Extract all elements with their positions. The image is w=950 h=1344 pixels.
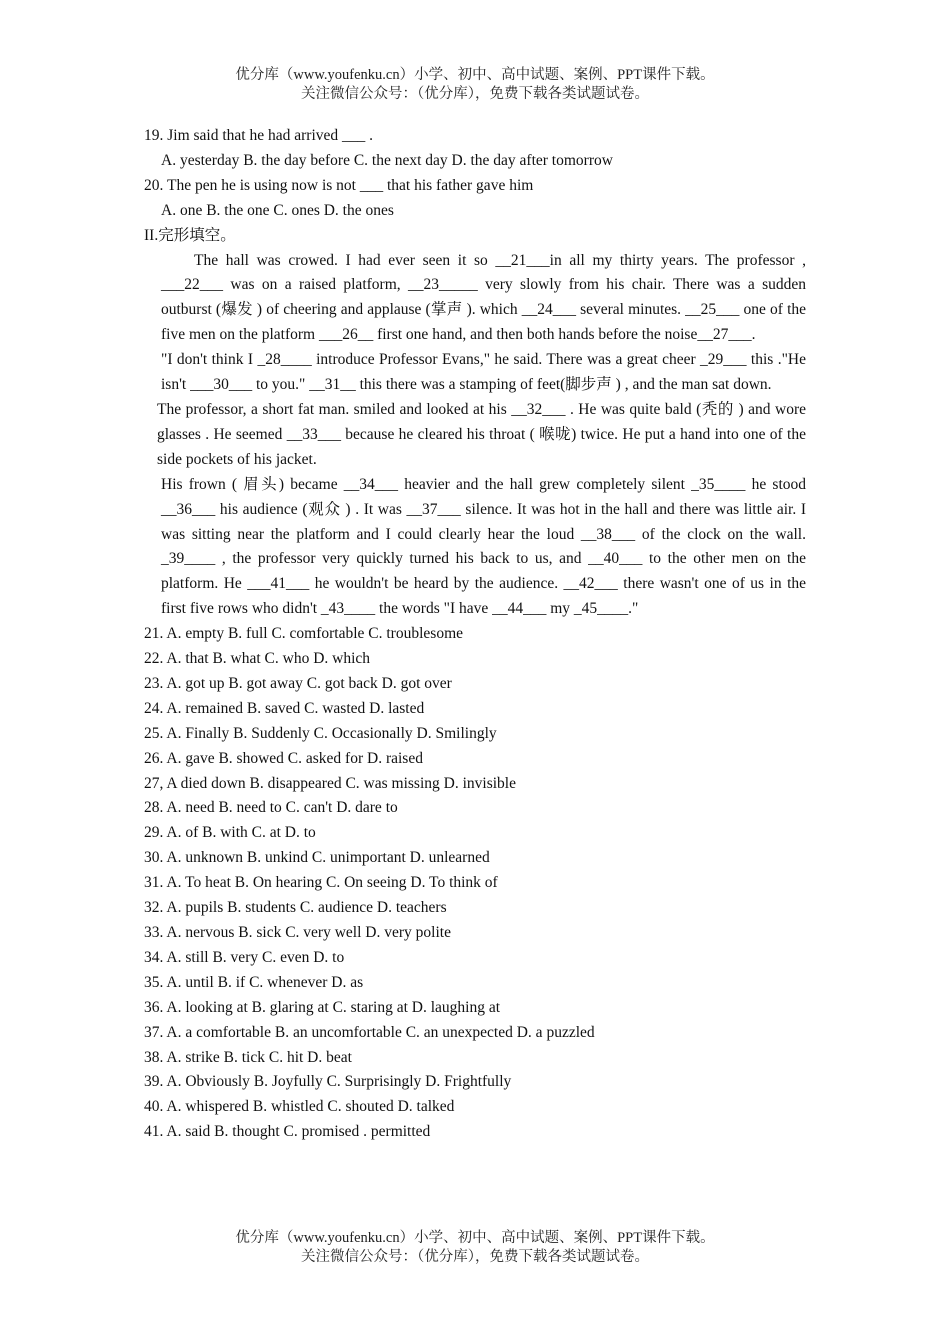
- question-20-stem: 20. The pen he is using now is not ___ that his father gave him: [144, 176, 534, 194]
- answer-option-41: 41. A. said B. thought C. promised . permitted: [144, 1123, 431, 1141]
- header-line-1: 优分库（www.youfenku.cn）小学、初中、高中试题、案例、PPT课件下载。: [235, 67, 715, 83]
- answer-option-31: 31. A. To heat B. On hearing C. On seeing D. To think of: [144, 874, 498, 892]
- footer-line-1: 优分库（www.youfenku.cn）小学、初中、高中试题、案例、PPT课件下载。: [235, 1230, 715, 1246]
- page-footer: [0, 1229, 950, 1267]
- answer-option-36: 36. A. looking at B. glaring at C. staring at D. laughing at: [144, 998, 501, 1016]
- cloze-paragraph-2: "I don't think I _28____ introduce Professor Evans," he said. There was a great cheer _29___ this ."He isn't ___30___ to you." __31__ this there was a stamping of feet(脚步声 ) , and the man sat down.: [161, 351, 806, 394]
- answer-option-35: 35. A. until B. if C. whenever D. as: [144, 973, 364, 991]
- answer-option-25: 25. A. Finally B. Suddenly C. Occasionally D. Smilingly: [144, 724, 497, 742]
- document-body: [144, 124, 806, 1145]
- answer-option-23: 23. A. got up B. got away C. got back D. got over: [144, 674, 452, 692]
- answer-option-39: 39. A. Obviously B. Joyfully C. Surprisingly D. Frightfully: [144, 1073, 512, 1091]
- cloze-paragraph-1: The hall was crowed. I had ever seen it so __21___in all my thirty years. The professor , ___22___ was on a raised platform, __23_____ very slowly from his chair. There was a sudden outburst (爆发 ) of cheering and applause (掌声 ). which __24___ several minutes. __25___ one of the five men on the platform ___26__ first one hand, and then both hands before the noise__27___.: [161, 251, 806, 344]
- cloze-paragraph-3: The professor, a short fat man. smiled and looked at his __32___ . He was quite bald (秃的 ) and wore glasses . He seemed __33___ because he cleared his throat ( 喉咙) twice. He put a hand into one of the side pockets of his jacket.: [157, 400, 806, 468]
- answer-option-27: 27, A died down B. disappeared C. was missing D. invisible: [144, 774, 516, 792]
- cloze-paragraph-4: His frown ( 眉头) became __34___ heavier and the hall grew completely silent _35____ he stood __36___ his audience (观众 ) . It was __37___ silence. It was hot in the hall and there was little air. I was sitting near the platform and I could clearly hear the loud __38___ of the clock on the wall. _39____ , the professor very quickly turned his back to us, and __40___ to the other men on the platform. He ___41___ he wouldn't be heard by the audience. __42___ there wasn't one of us in the first five rows who didn't _43____ the words "I have __44___ my _45____.": [161, 475, 806, 618]
- answer-options-list: [144, 622, 806, 1145]
- question-20-options: A. one B. the one C. ones D. the ones: [161, 201, 394, 219]
- answer-option-29: 29. A. of B. with C. at D. to: [144, 824, 316, 842]
- answer-option-32: 32. A. pupils B. students C. audience D. teachers: [144, 899, 447, 917]
- answer-option-26: 26. A. gave B. showed C. asked for D. raised: [144, 749, 423, 767]
- answer-option-37: 37. A. a comfortable B. an uncomfortable C. an unexpected D. a puzzled: [144, 1023, 595, 1041]
- answer-option-24: 24. A. remained B. saved C. wasted D. lasted: [144, 699, 425, 717]
- answer-option-34: 34. A. still B. very C. even D. to: [144, 948, 345, 966]
- question-19-options: A. yesterday B. the day before C. the next day D. the day after tomorrow: [161, 151, 613, 169]
- header-line-2: 关注微信公众号：（优分库），免费下载各类试题试卷。: [301, 86, 649, 102]
- answer-option-40: 40. A. whispered B. whistled C. shouted D. talked: [144, 1098, 455, 1116]
- answer-option-30: 30. A. unknown B. unkind C. unimportant D. unlearned: [144, 849, 490, 867]
- section-title: II.完形填空。: [144, 226, 236, 244]
- answer-option-33: 33. A. nervous B. sick C. very well D. very polite: [144, 924, 451, 941]
- page-header: [0, 66, 950, 104]
- answer-option-38: 38. A. strike B. tick C. hit D. beat: [144, 1048, 352, 1066]
- answer-option-28: 28. A. need B. need to C. can't D. dare to: [144, 799, 398, 817]
- answer-option-21: 21. A. empty B. full C. comfortable C. troublesome: [144, 625, 463, 643]
- answer-option-22: 22. A. that B. what C. who D. which: [144, 650, 371, 668]
- footer-line-2: 关注微信公众号：（优分库），免费下载各类试题试卷。: [301, 1249, 649, 1265]
- question-19-stem: 19. Jim said that he had arrived ___ .: [144, 127, 374, 144]
